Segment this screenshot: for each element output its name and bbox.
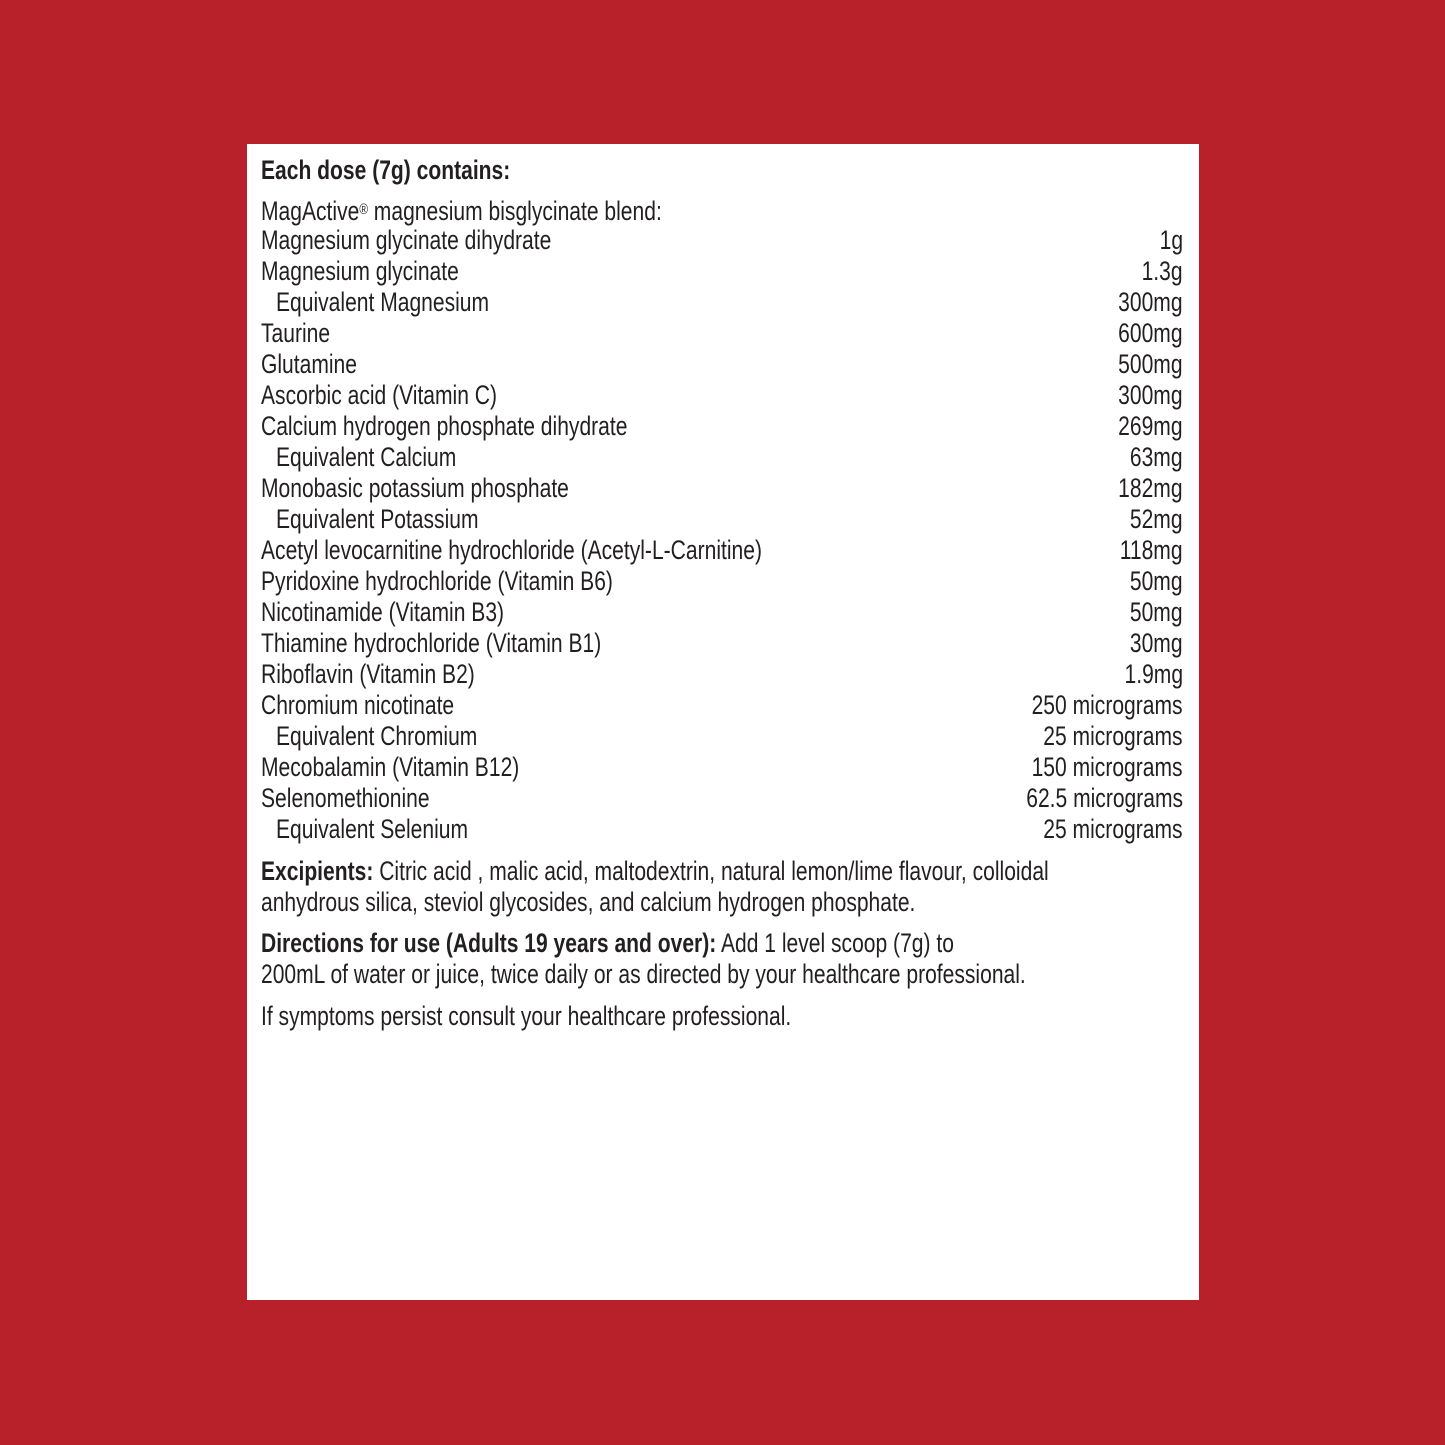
ingredient-amount bbox=[1115, 628, 1183, 659]
ingredient-amount-text: 300mg bbox=[1118, 380, 1183, 410]
ingredient-name-text: Glutamine bbox=[261, 349, 357, 379]
ingredient-equivalent-row bbox=[261, 504, 1183, 535]
ingredient-amount bbox=[1115, 566, 1183, 597]
ingredient-name bbox=[261, 752, 592, 783]
ingredient-name bbox=[261, 535, 903, 566]
ingredient-amount bbox=[1100, 318, 1183, 349]
label-card bbox=[247, 144, 1199, 1300]
ingredient-name-text: Monobasic potassium phosphate bbox=[261, 473, 569, 503]
ingredient-name bbox=[276, 287, 549, 318]
ingredient-name bbox=[261, 628, 697, 659]
ingredient-amount bbox=[1115, 442, 1183, 473]
dose-heading bbox=[261, 154, 581, 186]
ingredient-name-text: Ascorbic acid (Vitamin C) bbox=[261, 380, 498, 410]
ingredient-amount-text: 30mg bbox=[1130, 628, 1183, 658]
ingredient-name bbox=[276, 504, 536, 535]
dose-heading-text: Each dose (7g) contains: bbox=[261, 155, 511, 185]
ingredient-name bbox=[261, 256, 515, 287]
excipients-line-1 bbox=[261, 856, 1049, 887]
ingredient-amount bbox=[1100, 380, 1183, 411]
ingredient-amount bbox=[989, 690, 1183, 721]
brand-name: MagActive bbox=[261, 196, 360, 226]
ingredient-amount-text: 1.9mg bbox=[1124, 659, 1183, 689]
ingredient-amount bbox=[989, 752, 1183, 783]
ingredient-amount-text: 62.5 micrograms bbox=[1026, 783, 1183, 813]
ingredient-row bbox=[261, 380, 1183, 411]
ingredient-amount-text: 600mg bbox=[1118, 318, 1183, 348]
ingredient-amount-text: 1.3g bbox=[1142, 256, 1183, 286]
ingredient-amount bbox=[1130, 256, 1183, 287]
ingredient-amount-text: 300mg bbox=[1118, 287, 1183, 317]
ingredient-name-text: Equivalent Magnesium bbox=[276, 287, 490, 317]
ingredient-name-text: Mecobalamin (Vitamin B12) bbox=[261, 752, 520, 782]
ingredient-amount-text: 118mg bbox=[1120, 535, 1183, 565]
ingredient-name bbox=[261, 597, 573, 628]
ingredient-amount-text: 25 micrograms bbox=[1043, 721, 1183, 751]
excipients-section bbox=[261, 856, 1441, 918]
ingredient-row bbox=[261, 473, 1183, 504]
ingredient-amount-text: 63mg bbox=[1130, 442, 1183, 472]
ingredient-row bbox=[261, 659, 1183, 690]
ingredient-name-text: Acetyl levocarnitine hydrochloride (Acetyl-L-Carnitine) bbox=[261, 535, 762, 565]
warning-text: If symptoms persist consult your healthcare professional. bbox=[261, 1001, 792, 1031]
ingredient-amount-text: 50mg bbox=[1130, 597, 1183, 627]
ingredient-name-text: Magnesium glycinate bbox=[261, 256, 459, 286]
excipients-text-1: Citric acid , malic acid, maltodextrin, natural lemon/lime flavour, colloidal bbox=[373, 856, 1049, 886]
ingredient-row bbox=[261, 318, 1183, 349]
ingredient-equivalent-row bbox=[261, 287, 1183, 318]
directions-section bbox=[261, 928, 1441, 990]
ingredient-amount bbox=[1115, 504, 1183, 535]
ingredient-name bbox=[261, 473, 656, 504]
ingredient-amount bbox=[1102, 535, 1183, 566]
ingredient-name bbox=[276, 442, 507, 473]
warning-section bbox=[261, 1001, 1441, 1032]
ingredient-name-text: Thiamine hydrochloride (Vitamin B1) bbox=[261, 628, 602, 658]
ingredient-name-text: Equivalent Selenium bbox=[276, 814, 469, 844]
excipients-label: Excipients: bbox=[261, 856, 374, 886]
directions-line-2: 200mL of water or juice, twice daily or as directed by your healthcare professional. bbox=[261, 959, 1026, 989]
ingredient-amount-text: 25 micrograms bbox=[1043, 814, 1183, 844]
directions-text-1: Add 1 level scoop (7g) to bbox=[716, 928, 954, 958]
ingredient-row bbox=[261, 752, 1183, 783]
ingredient-amount-text: 1g bbox=[1159, 225, 1183, 255]
ingredient-name-text: Taurine bbox=[261, 318, 331, 348]
ingredient-amount bbox=[1004, 814, 1183, 845]
blend-title-text bbox=[261, 196, 662, 227]
ingredient-name bbox=[276, 721, 534, 752]
ingredient-amount bbox=[1100, 473, 1183, 504]
ingredient-row bbox=[261, 628, 1183, 659]
ingredient-list bbox=[261, 225, 1183, 845]
ingredient-amount bbox=[1108, 659, 1183, 690]
ingredient-name bbox=[261, 411, 731, 442]
ingredient-name bbox=[261, 318, 350, 349]
excipients-line-2: anhydrous silica, steviol glycosides, and calcium hydrogen phosphate. bbox=[261, 887, 916, 917]
ingredient-name-text: Pyridoxine hydrochloride (Vitamin B6) bbox=[261, 566, 613, 596]
directions-label: Directions for use (Adults 19 years and over): bbox=[261, 928, 717, 958]
ingredient-amount-text: 150 micrograms bbox=[1032, 752, 1183, 782]
ingredient-amount-text: 50mg bbox=[1130, 566, 1183, 596]
ingredient-name-text: Equivalent Potassium bbox=[276, 504, 479, 534]
ingredient-equivalent-row bbox=[261, 442, 1183, 473]
ingredient-name bbox=[261, 566, 712, 597]
ingredient-name bbox=[261, 690, 509, 721]
ingredient-name bbox=[261, 380, 564, 411]
registered-mark: ® bbox=[359, 201, 368, 218]
ingredient-equivalent-row bbox=[261, 814, 1183, 845]
ingredient-amount bbox=[1100, 349, 1183, 380]
ingredient-row bbox=[261, 783, 1183, 814]
ingredient-name bbox=[261, 349, 384, 380]
ingredient-name bbox=[276, 814, 522, 845]
ingredient-row bbox=[261, 535, 1183, 566]
ingredient-amount-text: 182mg bbox=[1118, 473, 1183, 503]
ingredient-amount bbox=[1100, 287, 1183, 318]
ingredient-name bbox=[261, 225, 633, 256]
ingredient-name-text: Calcium hydrogen phosphate dihydrate bbox=[261, 411, 628, 441]
ingredient-amount bbox=[1153, 225, 1183, 256]
ingredient-row bbox=[261, 256, 1183, 287]
ingredient-row bbox=[261, 225, 1183, 256]
ingredient-row bbox=[261, 349, 1183, 380]
ingredient-name-text: Equivalent Chromium bbox=[276, 721, 478, 751]
ingredient-name bbox=[261, 783, 477, 814]
ingredient-name-text: Selenomethionine bbox=[261, 783, 430, 813]
ingredient-name-text: Equivalent Calcium bbox=[276, 442, 457, 472]
ingredient-amount-text: 250 micrograms bbox=[1032, 690, 1183, 720]
directions-line-1 bbox=[261, 928, 954, 959]
ingredient-name-text: Nicotinamide (Vitamin B3) bbox=[261, 597, 505, 627]
ingredient-amount bbox=[1004, 721, 1183, 752]
ingredient-row bbox=[261, 690, 1183, 721]
ingredient-row bbox=[261, 597, 1183, 628]
ingredient-name-text: Magnesium glycinate dihydrate bbox=[261, 225, 552, 255]
ingredient-amount-text: 269mg bbox=[1118, 411, 1183, 441]
ingredient-amount-text: 500mg bbox=[1118, 349, 1183, 379]
ingredient-amount-text: 52mg bbox=[1130, 504, 1183, 534]
ingredient-equivalent-row bbox=[261, 721, 1183, 752]
ingredient-name-text: Chromium nicotinate bbox=[261, 690, 455, 720]
ingredient-amount bbox=[1115, 597, 1183, 628]
ingredient-row bbox=[261, 411, 1183, 442]
blend-title bbox=[261, 196, 775, 227]
blend-description: magnesium bisglycinate blend: bbox=[367, 196, 662, 226]
ingredient-row bbox=[261, 566, 1183, 597]
ingredient-name-text: Riboflavin (Vitamin B2) bbox=[261, 659, 475, 689]
ingredient-amount bbox=[1100, 411, 1183, 442]
ingredient-amount bbox=[982, 783, 1183, 814]
ingredient-name bbox=[261, 659, 535, 690]
